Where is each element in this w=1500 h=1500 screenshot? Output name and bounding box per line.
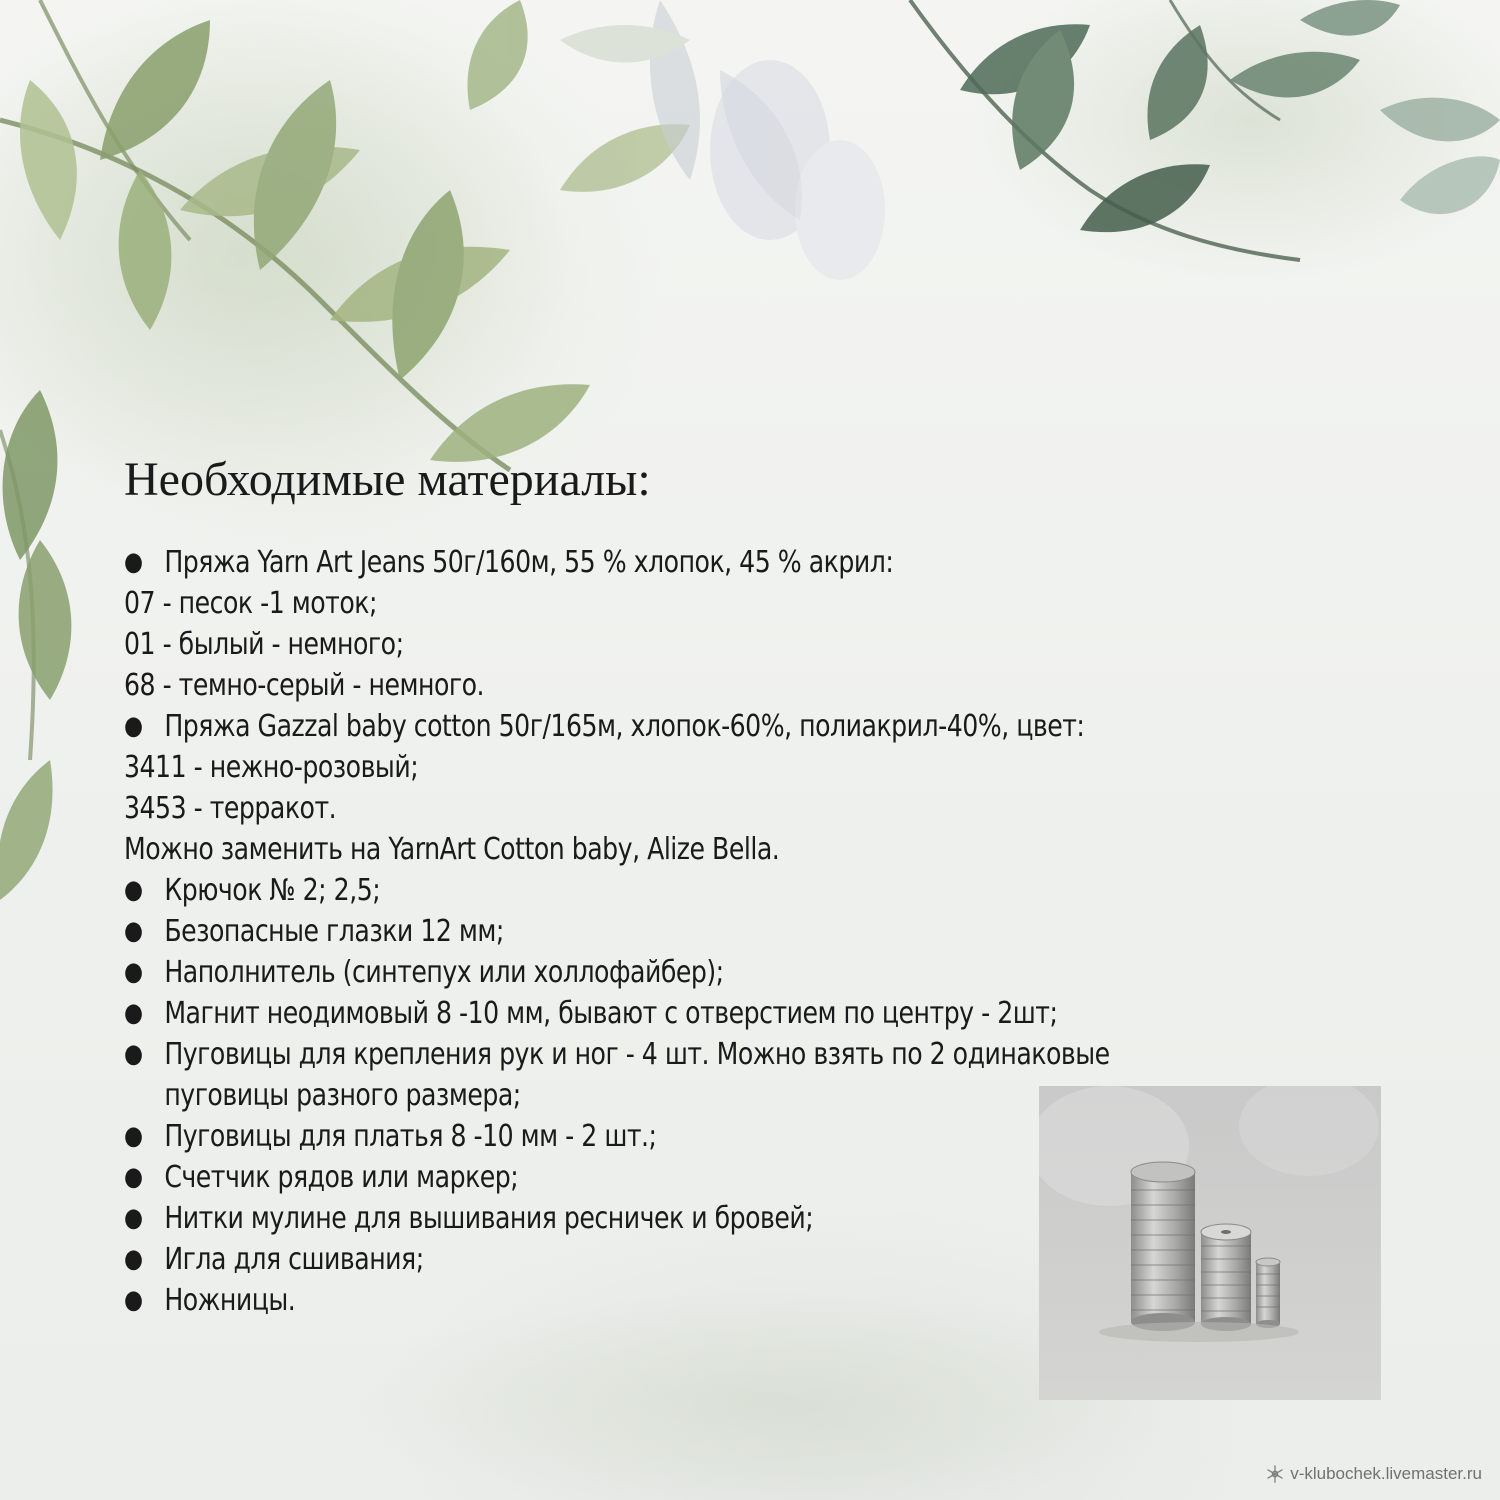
bullet-marker: ● [124, 1285, 143, 1315]
plain-line: 3453 - терракот. [124, 791, 337, 826]
bullet-item [124, 1157, 1182, 1198]
bullet-item [124, 993, 1182, 1034]
bullet-item [124, 911, 1182, 952]
bullet-item [124, 1198, 1182, 1239]
bullet-text: Магнит неодимовый 8 -10 мм, бывают с отверстием по центру - 2шт; [164, 996, 1058, 1031]
bullet-text: Пуговицы для крепления рук и ног - 4 шт. Можно взять по 2 одинаковые [164, 1037, 1110, 1072]
bullet-text: Ножницы. [164, 1283, 296, 1318]
watermark [1266, 1464, 1482, 1484]
magnet-stack-photo [1039, 1086, 1381, 1400]
bullet-text: Пуговицы для платья 8 -10 мм - 2 шт.; [164, 1119, 657, 1154]
bullet-text: Крючок № 2; 2,5; [164, 873, 381, 908]
bullet-marker: ● [124, 1203, 143, 1233]
bullet-continuation [124, 1075, 1182, 1116]
bullet-marker: ● [124, 711, 143, 741]
bullet-text: Счетчик рядов или маркер; [164, 1160, 519, 1195]
bullet-text: Нитки мулине для вышивания ресничек и бровей; [164, 1201, 814, 1236]
bullet-item [124, 1280, 1182, 1321]
bullet-text: пуговицы разного размера; [164, 1078, 521, 1113]
bullet-text: Пряжа Yarn Art Jeans 50г/160м, 55 % хлопок, 45 % акрил: [164, 545, 894, 580]
bullet-text: Наполнитель (синтепух или холлофайбер); [164, 955, 724, 990]
bullet-marker: ● [124, 1121, 143, 1151]
bullet-marker: ● [124, 1162, 143, 1192]
bullet-marker: ● [124, 957, 143, 987]
bullet-marker: ● [124, 547, 143, 577]
snowflake-icon [1266, 1465, 1284, 1483]
bullet-marker: ● [124, 1039, 143, 1069]
bullet-item [124, 1034, 1182, 1075]
bullet-marker: ● [124, 875, 143, 905]
bullet-text: Игла для сшивания; [164, 1242, 424, 1277]
plain-line: 68 - темно-серый - немного. [124, 668, 485, 703]
plain-line: Можно заменить на YarnArt Cotton baby, Alize Bella. [124, 832, 780, 867]
bullet-item [124, 542, 1182, 583]
bullet-text: Пряжа Gazzal baby cotton 50г/165м, хлопок-60%, полиакрил-40%, цвет: [164, 709, 1085, 744]
plain-line: 3411 - нежно-розовый; [124, 750, 419, 785]
bullet-marker: ● [124, 916, 143, 946]
bullet-marker: ● [124, 998, 143, 1028]
plain-line: 01 - былый - немного; [124, 627, 404, 662]
bullet-item [124, 870, 1182, 911]
bullet-item [124, 952, 1182, 993]
bullet-item [124, 1239, 1182, 1280]
bullet-text: Безопасные глазки 12 мм; [164, 914, 504, 949]
bullet-item [124, 1116, 1182, 1157]
watermark-text: v-klubochek.livemaster.ru [1290, 1464, 1482, 1483]
bullet-item [124, 706, 1182, 747]
page-title: Необходимые материалы: [124, 453, 651, 506]
bullet-marker: ● [124, 1244, 143, 1274]
materials-list [124, 542, 1182, 1321]
plain-line: 07 - песок -1 моток; [124, 586, 377, 621]
